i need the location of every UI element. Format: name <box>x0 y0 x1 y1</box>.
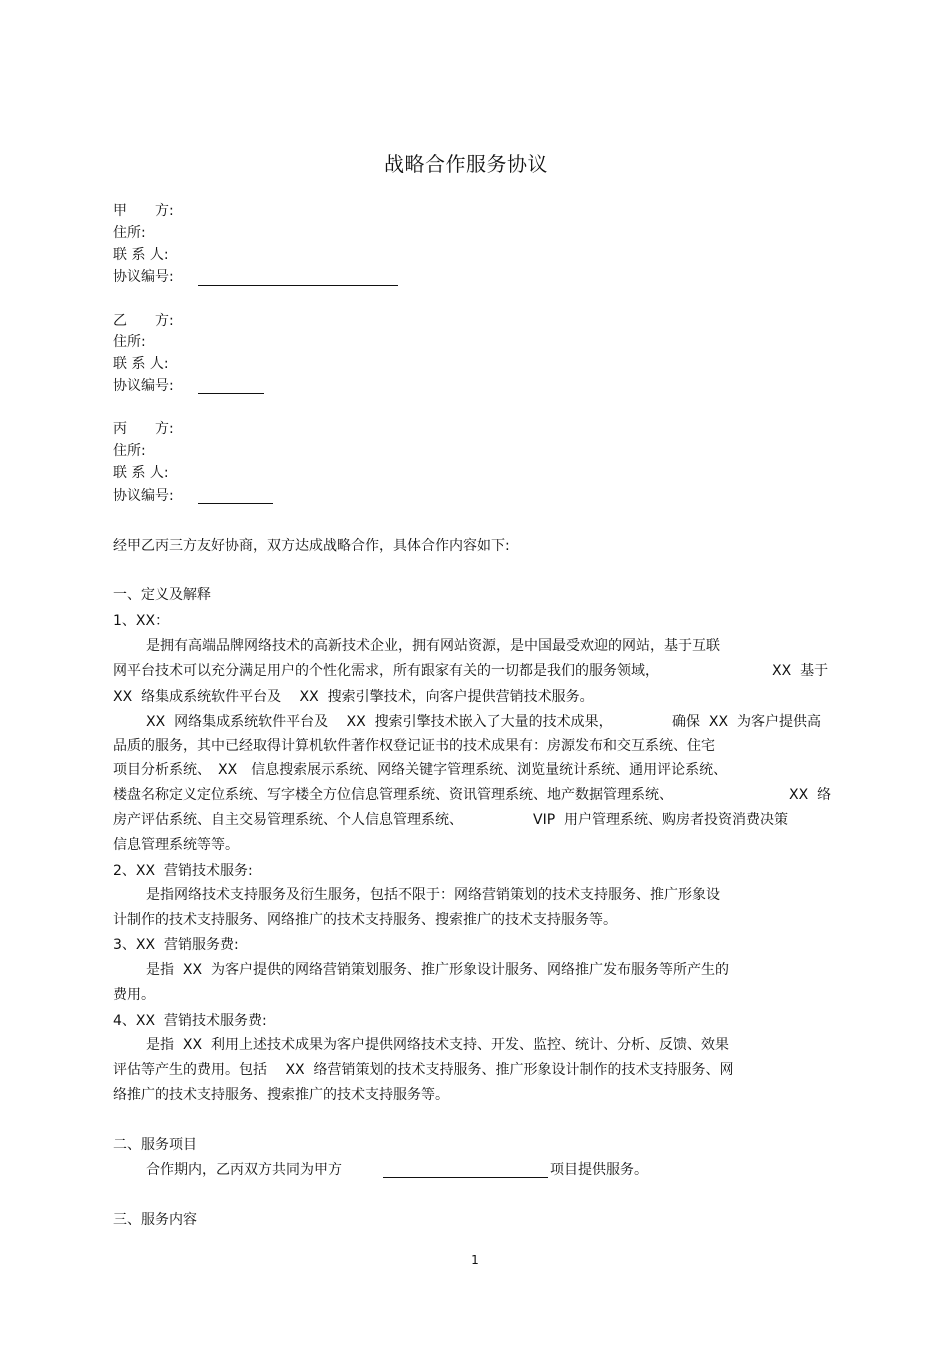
section-2-text: 合作期内，乙丙双方共同为甲方 <box>146 1162 342 1178</box>
item-1-para-2-line-4: 楼盘名称定义定位系统、写字楼全方位信息管理系统、资讯管理系统、地产数据管理系统、 <box>113 787 673 803</box>
project-name-blank <box>383 1177 548 1178</box>
section-2-text-tail: 项目提供服务。 <box>550 1162 648 1178</box>
item-2-line-2: 计制作的技术支持服务、网络推广的技术支持服务、搜索推广的技术支持服务等。 <box>113 912 617 928</box>
item-4-line-2: 评估等产生的费用。包括 XX 络营销策划的技术支持服务、推广形象设计制作的技术支持服务、网 <box>113 1062 734 1078</box>
party-a-contact-label: 联 系 人: <box>113 247 169 263</box>
party-a-agreement-no-blank <box>198 285 398 286</box>
section-1-heading: 一、定义及解释 <box>113 587 211 603</box>
party-b-contact-label: 联 系 人: <box>113 356 169 372</box>
item-1-line-2: 网平台技术可以充分满足用户的个性化需求，所有跟家有关的一切都是我们的服务领域， <box>113 663 659 679</box>
item-3-title: 3、XX 营销服务费: <box>113 937 239 953</box>
party-a-label: 甲 方: <box>113 203 174 219</box>
party-c-address-label: 住所: <box>113 443 146 459</box>
item-1-title: 1、XX： <box>113 613 170 629</box>
item-1-para-2-line-4-tail: XX 络 <box>789 787 832 803</box>
item-1-line-2-tail: XX 基于 <box>772 663 829 679</box>
item-4-line-3: 络推广的技术支持服务、搜索推广的技术支持服务等。 <box>113 1087 449 1103</box>
item-4-title: 4、XX 营销技术服务费: <box>113 1013 267 1029</box>
item-1-para-2-line-3: 项目分析系统、 XX 信息搜索展示系统、网络关键字管理系统、浏览量统计系统、通用评论系统、 <box>113 762 728 778</box>
item-3-line-1: 是指 XX 为客户提供的网络营销策划服务、推广形象设计服务、网络推广发布服务等所产生的 <box>146 962 729 978</box>
item-3-line-2: 费用。 <box>113 987 155 1003</box>
item-1-para-2-line-6: 信息管理系统等等。 <box>113 837 239 853</box>
item-1-line-1: 是拥有高端品牌网络技术的高新技术企业，拥有网站资源，是中国最受欢迎的网站，基于互联 <box>146 638 720 654</box>
party-c-agreement-no-label: 协议编号: <box>113 488 174 504</box>
item-1-para-2-line-1-tail: 确保 XX 为客户提供高 <box>672 714 821 730</box>
party-c-contact-label: 联 系 人: <box>113 465 169 481</box>
item-2-line-1: 是指网络技术支持服务及衍生服务，包括不限于：网络营销策划的技术支持服务、推广形象设 <box>146 887 720 903</box>
item-1-line-3: XX 络集成系统软件平台及 XX 搜索引擎技术，向客户提供营销技术服务。 <box>113 689 594 705</box>
party-c-label: 丙 方: <box>113 421 174 437</box>
page-number: 1 <box>471 1253 479 1267</box>
intro-paragraph: 经甲乙丙三方友好协商，双方达成战略合作，具体合作内容如下: <box>113 538 510 554</box>
party-b-agreement-no-blank <box>198 393 264 394</box>
party-b-label: 乙 方: <box>113 313 174 329</box>
party-b-agreement-no-label: 协议编号: <box>113 378 174 394</box>
item-1-para-2-line-5: 房产评估系统、自主交易管理系统、个人信息管理系统、 <box>113 812 463 828</box>
party-c-agreement-no-blank <box>198 503 273 504</box>
section-3-heading: 三、服务内容 <box>113 1212 197 1228</box>
party-a-address-label: 住所: <box>113 225 146 241</box>
item-1-para-2-line-2: 品质的服务，其中已经取得计算机软件著作权登记证书的技术成果有：房源发布和交互系统、住宅 <box>113 738 715 754</box>
party-b-address-label: 住所: <box>113 334 146 350</box>
document-title: 战略合作服务协议 <box>384 152 548 176</box>
section-2-heading: 二、服务项目 <box>113 1137 197 1153</box>
party-a-agreement-no-label: 协议编号: <box>113 269 174 285</box>
item-1-para-2-line-5-tail: VIP 用户管理系统、购房者投资消费决策 <box>533 812 789 828</box>
item-4-line-1: 是指 XX 利用上述技术成果为客户提供网络技术支持、开发、监控、统计、分析、反馈、效果 <box>146 1037 729 1053</box>
item-1-para-2-line-1: XX 网络集成系统软件平台及 XX 搜索引擎技术嵌入了大量的技术成果， <box>146 714 613 730</box>
item-2-title: 2、XX 营销技术服务: <box>113 863 253 879</box>
